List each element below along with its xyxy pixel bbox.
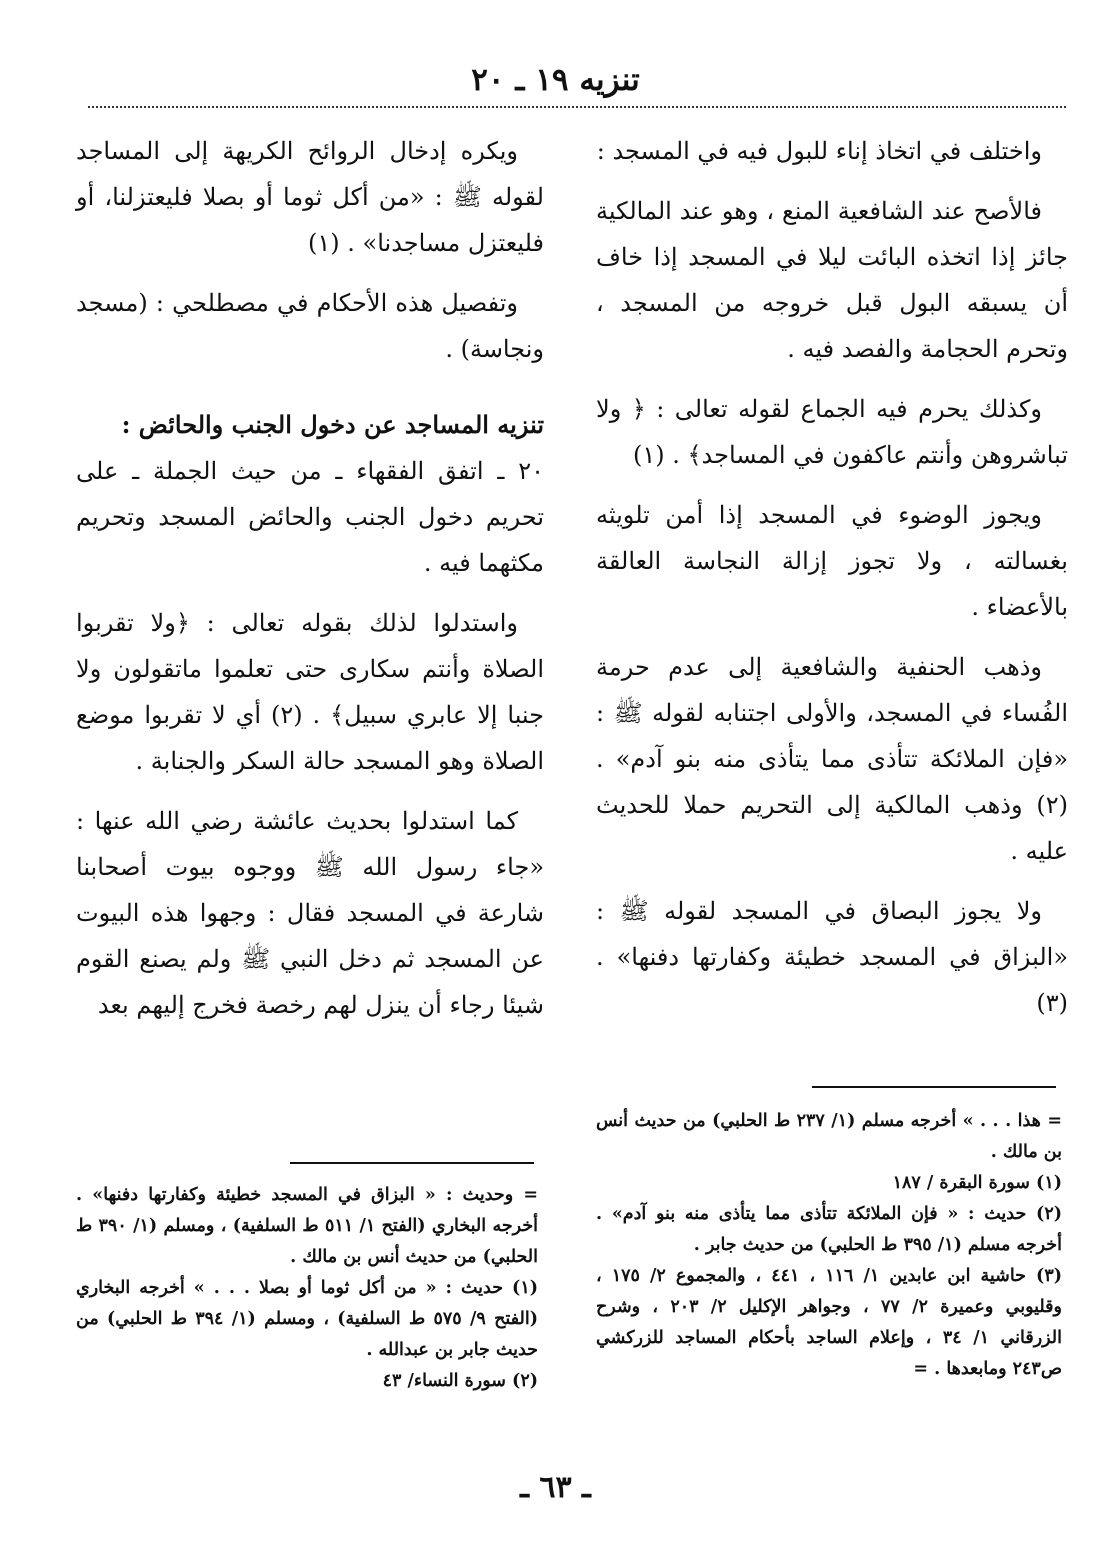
footnote-separator	[812, 1086, 1056, 1088]
header-divider	[88, 106, 1066, 108]
left-column	[76, 128, 544, 1042]
paragraph: وكذلك يحرم فيه الجماع لقوله تعالى : ﴿ ولا تباشروهن وأنتم عاكفون في المساجد﴾ . (١)	[596, 395, 1068, 469]
footnote: (٣) حاشية ابن عابدين ١/ ١١٦ ، ٤٤١ ، والمجموع ٢/ ١٧٥ ، وقليوبي وعميرة ٢/ ٧٧ ، وجواهر الإكليل ٢/ ٢٠٣ ، وشرح الزرقاني ١/ ٣٤ ، وإعلام الساجد بأحكام المساجد للزركشي ص٢٤٣ ومابعدها . =	[596, 1266, 1062, 1379]
footnote: (٢) سورة النساء/ ٤٣	[382, 1371, 538, 1391]
paragraph: ٢٠ ـ اتفق الفقهاء ـ من حيث الجملة ـ على تحريم دخول الجنب والحائض المسجد وتحريم مكثهما فيه .	[76, 457, 544, 577]
page-header: تنزيه ١٩ ـ ٢٠	[471, 62, 640, 98]
paragraph: ويكره إدخال الروائح الكريهة إلى المساجد لقوله ﷺ : «من أكل ثوما أو بصلا فليعتزلنا، أو فليعتزل مساجدنا» . (١)	[76, 137, 544, 257]
paragraph: ويجوز الوضوء في المسجد إذا أمن تلويثه بغسالته ، ولا تجوز إزالة النجاسة العالقة بالأعضاء .	[596, 501, 1068, 621]
paragraph: ولا يجوز البصاق في المسجد لقوله ﷺ : «البزاق في المسجد خطيئة وكفارتها دفنها» . (٣)	[596, 897, 1068, 1017]
footnote: (٢) حديث : « فإن الملائكة تتأذى مما يتأذى منه بنو آدم» . أخرجه مسلم (١/ ٣٩٥ ط الحلبي) من حديث جابر .	[596, 1204, 1062, 1255]
section-heading: تنزيه المساجد عن دخول الجنب والحائض :	[121, 410, 544, 439]
footnote: = وحديث : « البزاق في المسجد خطيئة وكفارتها دفنها» . أخرجه البخاري (الفتح ١/ ٥١١ ط السلفية) ، ومسلم (١/ ٣٩٠ ط الحلبي) من حديث أنس بن مالك .	[76, 1185, 538, 1267]
paragraph: واختلف في اتخاذ إناء للبول فيه في المسجد :	[596, 137, 1042, 165]
left-footnotes	[76, 1180, 538, 1397]
paragraph: فالأصح عند الشافعية المنع ، وهو عند المالكية جائز إذا اتخذه البائت ليلا في المسجد إذا خاف أن يسبقه البول قبل خروجه من المسجد ، وتحرم الحجامة والفصد فيه .	[596, 197, 1068, 363]
paragraph: وذهب الحنفية والشافعية إلى عدم حرمة الفُساء في المسجد، والأولى اجتنابه لقوله ﷺ : «فإن الملائكة تتأذى مما يتأذى منه بنو آدم» . (٢) وذهب المالكية إلى التحريم حملا للحديث عليه .	[596, 653, 1068, 865]
footnote-separator	[290, 1162, 534, 1164]
paragraph: وتفصيل هذه الأحكام في مصطلحي : (مسجد ونجاسة) .	[76, 289, 544, 363]
paragraph: واستدلوا لذلك بقوله تعالى : ﴿ولا تقربوا الصلاة وأنتم سكارى حتى تعلموا ماتقولون ولا جنبا إلا عابري سبيل﴾ . (٢) أي لا تقربوا موضع الصلاة وهو المسجد حالة السكر والجنابة .	[76, 609, 545, 775]
page-number: ـ ٦٣ ـ	[520, 1470, 591, 1505]
paragraph: كما استدلوا بحديث عائشة رضي الله عنها : «جاء رسول الله ﷺ ووجوه بيوت أصحابنا شارعة في المسجد فقال : وجهوا هذه البيوت عن المسجد ثم دخل النبي ﷺ ولم يصنع القوم شيئا رجاء أن ينزل لهم رخصة فخرج إليهم بعد	[76, 807, 544, 1019]
footnote: (١) سورة البقرة / ١٨٧	[892, 1173, 1062, 1193]
footnote: = هذا . . . » أخرجه مسلم (١/ ٢٣٧ ط الحلبي) من حديث أنس بن مالك .	[596, 1111, 1063, 1162]
footnote: (١) حديث : « من أكل ثوما أو بصلا . . . » أخرجه البخاري (الفتح ٩/ ٥٧٥ ط السلفية) ، ومسلم (١/ ٣٩٤ ط الحلبي) من حديث جابر بن عبدالله .	[76, 1278, 538, 1360]
right-column	[596, 128, 1068, 1040]
right-footnotes	[596, 1106, 1062, 1385]
